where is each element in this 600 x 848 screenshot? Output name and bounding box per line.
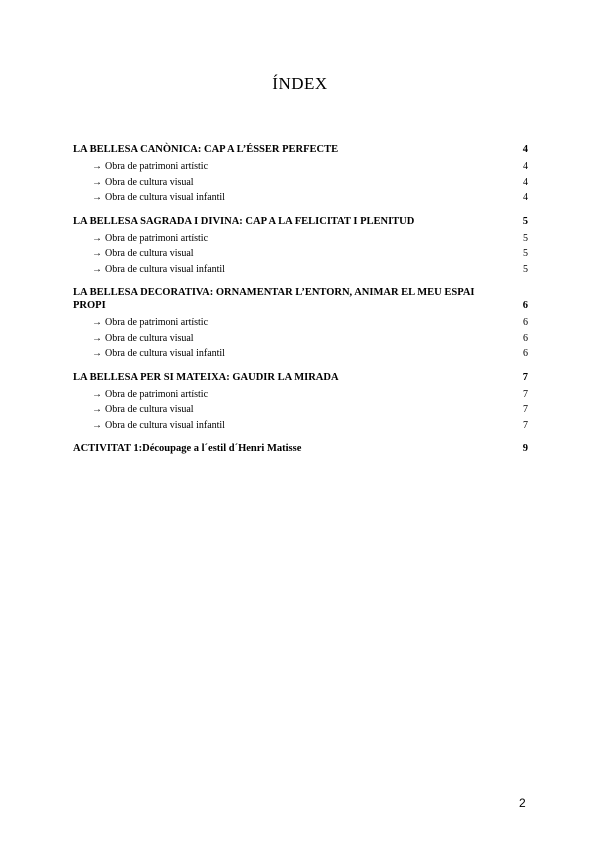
toc-item-page: 5	[523, 263, 528, 275]
arrow-right-icon: →	[92, 419, 102, 431]
toc-heading-text: LA BELLESA CANÒNICA: CAP A L’ÉSSER PERFECTE	[73, 144, 339, 155]
toc-heading-link[interactable]	[73, 143, 528, 156]
arrow-right-icon: →	[92, 404, 102, 415]
toc-heading-text: LA BELLESA SAGRADA I DIVINA: CAP A LA FELICITAT I PLENITUD	[73, 215, 415, 227]
toc-item-text: Obra de patrimoni artístic	[105, 161, 209, 172]
table-of-contents	[73, 143, 528, 464]
toc-item-text: Obra de cultura visual	[105, 248, 194, 259]
toc-item-link[interactable]	[73, 346, 528, 362]
arrow-right-icon: →	[92, 317, 102, 328]
toc-item-text: Obra de cultura visual infantil	[105, 348, 225, 359]
page-number: 2	[519, 796, 526, 810]
arrow-right-icon: →	[92, 388, 102, 400]
arrow-right-icon: →	[92, 161, 102, 172]
toc-section	[73, 143, 528, 206]
toc-heading-text: LA BELLESA DECORATIVA: ORNAMENTAR L’ENTORN, ANIMAR EL MEU ESPAI PROPI	[73, 287, 475, 311]
toc-item-text: Obra de cultura visual	[105, 332, 194, 344]
toc-section	[73, 286, 528, 362]
arrow-right-icon: →	[92, 332, 102, 344]
toc-item-page: 5	[523, 232, 528, 244]
toc-heading-page: 6	[522, 300, 528, 311]
page-title: ÍNDEX	[272, 74, 328, 93]
toc-section	[73, 215, 528, 278]
toc-item-link[interactable]	[73, 387, 528, 403]
toc-item-page: 6	[523, 317, 528, 328]
toc-item-page: 6	[523, 332, 528, 344]
toc-heading-text: ACTIVITAT 1:Découpage a l´estil d´Henri Matisse	[73, 443, 302, 454]
toc-item-text: Obra de patrimoni artístic	[105, 232, 209, 244]
arrow-right-icon: →	[92, 232, 102, 244]
toc-heading-link[interactable]	[73, 286, 528, 312]
toc-item-text: Obra de cultura visual infantil	[105, 419, 225, 431]
toc-heading-page: 7	[522, 371, 528, 383]
toc-heading-page: 5	[522, 215, 528, 227]
toc-item-link[interactable]	[73, 262, 528, 278]
toc-section	[73, 442, 528, 455]
arrow-right-icon: →	[92, 263, 102, 275]
toc-heading-link[interactable]	[73, 371, 528, 384]
toc-item-text: Obra de cultura visual	[105, 404, 194, 415]
toc-item-text: Obra de cultura visual infantil	[105, 192, 225, 203]
toc-heading-link[interactable]	[73, 442, 528, 455]
toc-item-text: Obra de patrimoni artístic	[105, 317, 209, 328]
toc-heading-page: 9	[522, 443, 528, 454]
toc-item-page: 5	[523, 248, 528, 259]
toc-item-link[interactable]	[73, 246, 528, 262]
toc-item-page: 4	[523, 176, 528, 188]
toc-item-page: 7	[523, 388, 528, 400]
toc-item-link[interactable]	[73, 190, 528, 206]
toc-item-link[interactable]	[73, 402, 528, 418]
toc-item-text: Obra de cultura visual infantil	[105, 263, 225, 275]
arrow-right-icon: →	[92, 248, 102, 259]
toc-item-page: 7	[523, 419, 528, 431]
toc-item-page: 4	[523, 192, 528, 203]
toc-item-link[interactable]	[73, 315, 528, 331]
arrow-right-icon: →	[92, 192, 102, 203]
toc-item-link[interactable]	[73, 418, 528, 434]
toc-item-page: 7	[523, 404, 528, 415]
arrow-right-icon: →	[92, 176, 102, 188]
toc-heading-page: 4	[522, 144, 528, 155]
toc-item-page: 4	[523, 161, 528, 172]
toc-heading-link[interactable]	[73, 215, 528, 228]
toc-item-link[interactable]	[73, 175, 528, 191]
arrow-right-icon: →	[92, 348, 102, 359]
toc-item-text: Obra de patrimoni artístic	[105, 388, 209, 400]
toc-heading-text: LA BELLESA PER SI MATEIXA: GAUDIR LA MIRADA	[73, 371, 339, 383]
toc-item-text: Obra de cultura visual	[105, 176, 194, 188]
toc-item-page: 6	[523, 348, 528, 359]
toc-section	[73, 371, 528, 434]
toc-item-link[interactable]	[73, 231, 528, 247]
toc-item-link[interactable]	[73, 331, 528, 347]
toc-item-link[interactable]	[73, 159, 528, 175]
